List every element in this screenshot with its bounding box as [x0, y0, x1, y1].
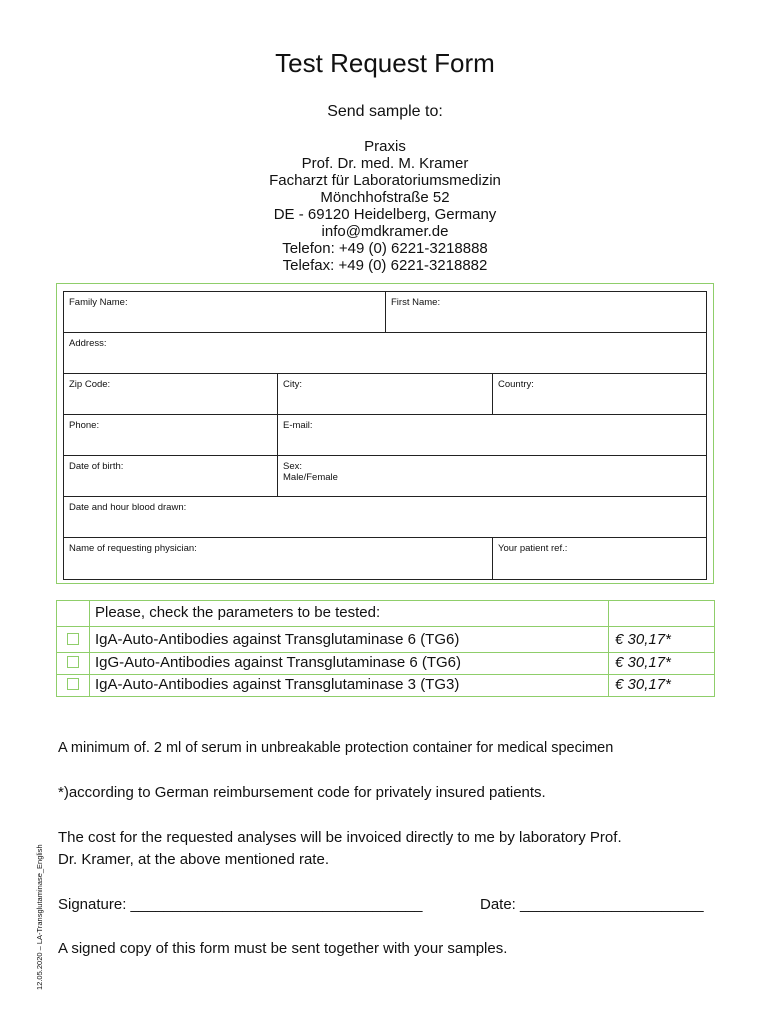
cost-note-line: Dr. Kramer, at the above mentioned rate.: [58, 851, 329, 868]
zip-code-label: Zip Code:: [69, 379, 111, 390]
parameter-label: IgA-Auto-Antibodies against Transglutaminase 6 (TG6): [95, 631, 460, 648]
first-name-label: First Name:: [391, 297, 441, 308]
blood-drawn-label: Date and hour blood drawn:: [69, 502, 187, 513]
blood-drawn-field[interactable]: [64, 497, 706, 537]
family-name-label: Family Name:: [69, 297, 128, 308]
patient-ref-label: Your patient ref.:: [498, 543, 568, 554]
address-label: Address:: [69, 338, 107, 349]
country-label: Country:: [498, 379, 534, 390]
form-row: [64, 538, 706, 579]
address-line: info@mdkramer.de: [321, 223, 449, 240]
cost-note-line: The cost for the requested analyses will be invoiced directly to me by laboratory Prof.: [58, 829, 622, 846]
send-sample-label: Send sample to:: [327, 103, 443, 120]
table-divider: [89, 601, 90, 696]
email-field[interactable]: [277, 415, 706, 455]
patient-form-grid: [63, 291, 707, 580]
parameters-heading: Please, check the parameters to be tested:: [95, 604, 381, 621]
form-row: [64, 292, 706, 333]
phone-field[interactable]: [64, 415, 277, 455]
parameter-label: IgG-Auto-Antibodies against Transglutaminase 6 (TG6): [95, 654, 462, 671]
form-row: [64, 456, 706, 497]
address-line: Telefax: +49 (0) 6221-3218882: [282, 257, 488, 274]
checkbox[interactable]: [67, 678, 79, 690]
parameters-table: [56, 600, 715, 697]
form-row: [64, 415, 706, 456]
sex-field[interactable]: [277, 456, 706, 496]
address-line: Facharzt für Laboratoriumsmedizin: [269, 172, 501, 189]
address-line: DE - 69120 Heidelberg, Germany: [273, 206, 497, 223]
table-divider: [57, 674, 714, 675]
form-row: [64, 333, 706, 374]
phone-label: Phone:: [69, 420, 100, 431]
parameter-price: € 30,17*: [615, 654, 671, 671]
date-line[interactable]: Date: ______________________: [480, 896, 704, 913]
parameter-label: IgA-Auto-Antibodies against Transglutaminase 3 (TG3): [95, 676, 460, 693]
address-line: Mönchhofstraße 52: [320, 189, 450, 206]
first-name-field[interactable]: [385, 292, 706, 332]
signature-line[interactable]: Signature: ___________________________________: [58, 896, 423, 913]
dob-label: Date of birth:: [69, 461, 124, 472]
signed-copy-note: A signed copy of this form must be sent together with your samples.: [58, 940, 508, 957]
table-divider: [57, 652, 714, 653]
checkbox[interactable]: [67, 656, 79, 668]
lab-address: [0, 138, 770, 274]
table-divider: [57, 626, 714, 627]
city-label: City:: [283, 379, 302, 390]
physician-field[interactable]: [64, 538, 492, 579]
zip-code-field[interactable]: [64, 374, 277, 414]
form-row: [64, 374, 706, 415]
checkbox[interactable]: [67, 633, 79, 645]
reimbursement-note: *)according to German reimbursement code for privately insured patients.: [58, 784, 546, 801]
family-name-field[interactable]: [64, 292, 385, 332]
address-line: Praxis: [364, 138, 406, 155]
email-label: E-mail:: [283, 420, 313, 431]
physician-label: Name of requesting physician:: [69, 543, 197, 554]
sex-options: Male/Female: [283, 472, 338, 483]
city-field[interactable]: [277, 374, 492, 414]
country-field[interactable]: [492, 374, 706, 414]
document-version-label: 12.05.2020 – LA-Transglutaminase_English: [35, 844, 44, 990]
address-field[interactable]: [64, 333, 706, 373]
minimum-serum-note: A minimum of. 2 ml of serum in unbreakable protection container for medical specimen: [58, 740, 614, 756]
patient-ref-field[interactable]: [492, 538, 706, 579]
table-divider: [608, 601, 609, 696]
form-title: Test Request Form: [275, 48, 495, 78]
parameter-price: € 30,17*: [615, 631, 671, 648]
sex-label: Sex:: [283, 461, 303, 472]
address-line: Telefon: +49 (0) 6221-3218888: [282, 240, 488, 257]
address-line: Prof. Dr. med. M. Kramer: [301, 155, 469, 172]
parameter-price: € 30,17*: [615, 676, 671, 693]
dob-field[interactable]: [64, 456, 277, 496]
form-row: [64, 497, 706, 538]
